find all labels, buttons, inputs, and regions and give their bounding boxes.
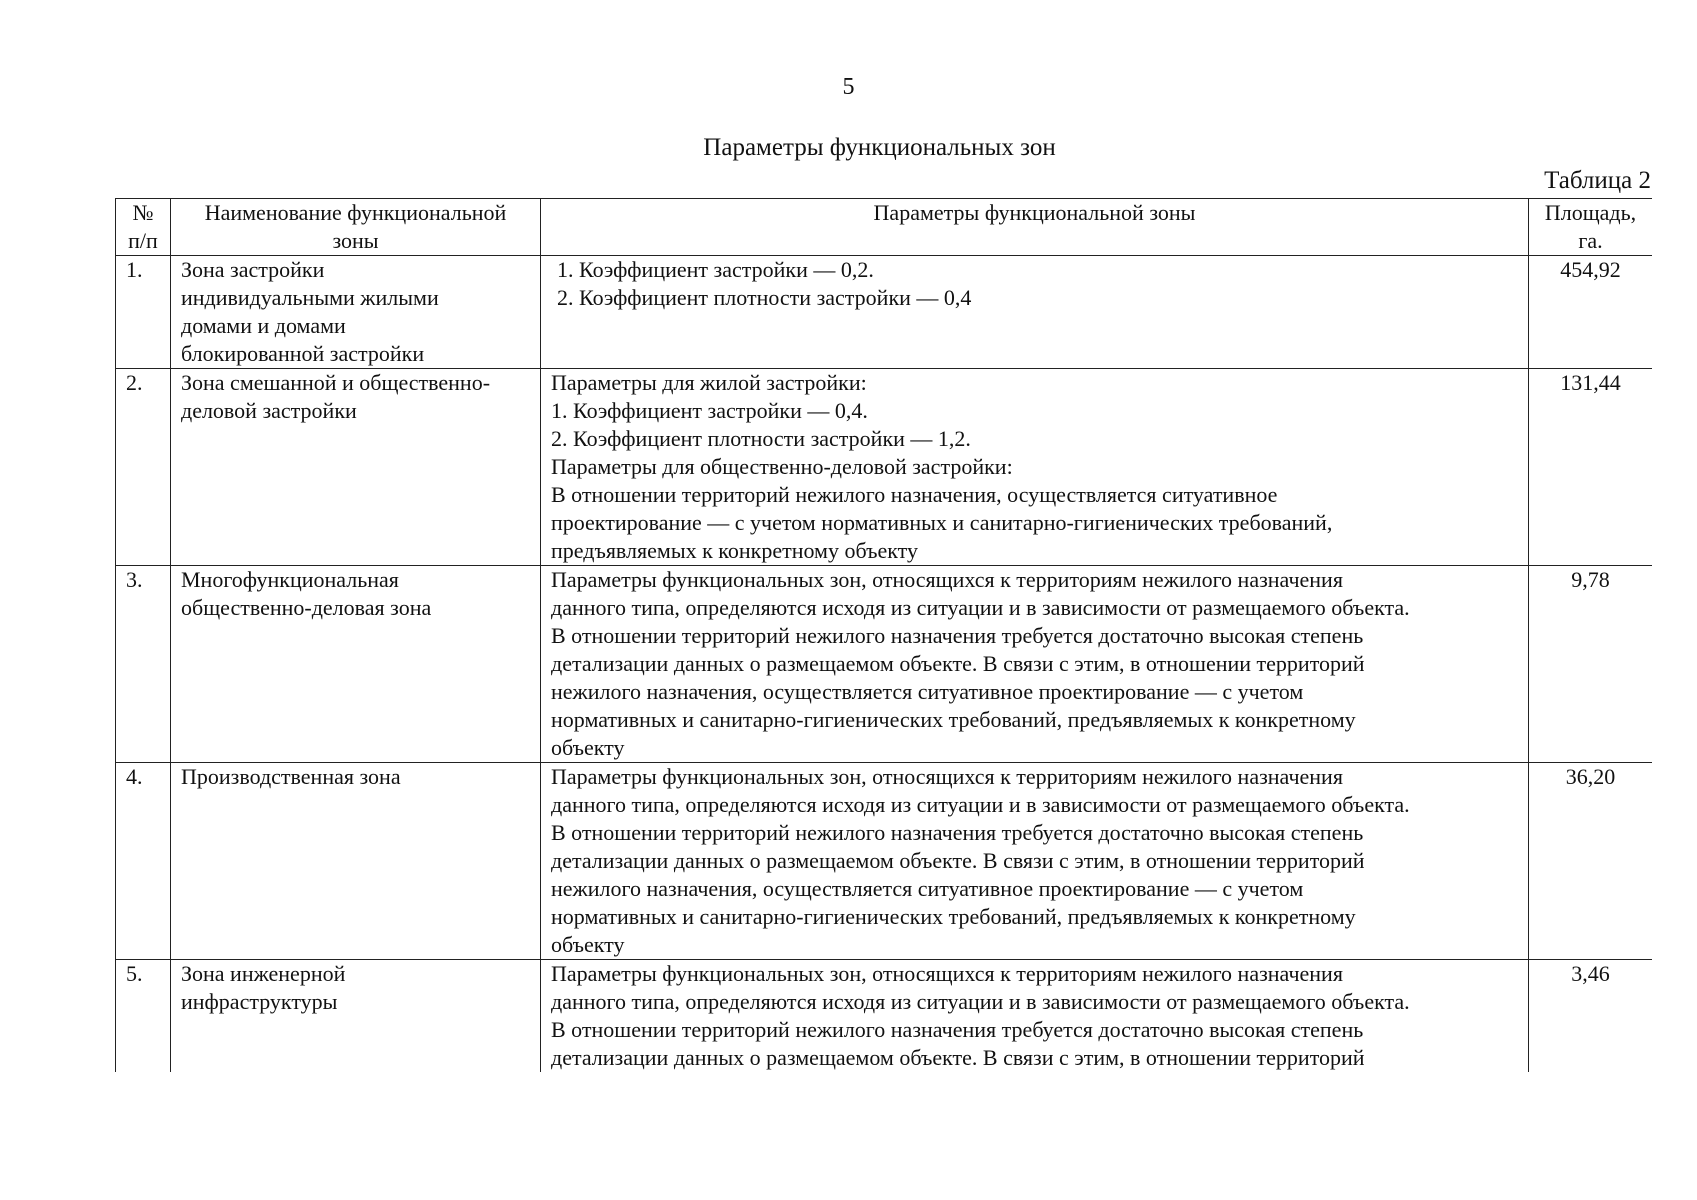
zone-name-line: деловой застройки bbox=[181, 398, 357, 423]
header-area-line: га. bbox=[1578, 228, 1603, 253]
zone-area: 454,92 bbox=[1529, 256, 1653, 369]
header-area-line: Площадь, bbox=[1544, 200, 1637, 225]
header-num-line: № bbox=[132, 200, 154, 225]
zone-parameters-line: В отношении территорий нежилого назначения требуется достаточно высокая степень bbox=[551, 1017, 1364, 1042]
document-title: Параметры функциональных зон bbox=[703, 134, 1056, 161]
zone-parameters-line: проектирование — с учетом нормативных и санитарно-гигиенических требований, bbox=[551, 510, 1333, 535]
zone-parameters-line: Параметры для общественно-деловой застройки: bbox=[551, 454, 1013, 479]
table-row bbox=[116, 960, 1653, 1073]
table-header-row bbox=[116, 199, 1653, 256]
row-number: 3. bbox=[116, 566, 171, 763]
zone-parameters-line: детализации данных о размещаемом объекте. В связи с этим, в отношении территорий bbox=[551, 1045, 1365, 1070]
zone-name-line: общественно-деловая зона bbox=[181, 595, 432, 620]
zone-area: 3,46 bbox=[1529, 960, 1653, 1073]
zone-parameters-line: объекту bbox=[551, 735, 625, 760]
zone-parameters-line: В отношении территорий нежилого назначения требуется достаточно высокая степень bbox=[551, 623, 1364, 648]
zone-parameters bbox=[541, 369, 1529, 566]
zone-name bbox=[171, 256, 541, 369]
zone-parameters bbox=[541, 960, 1529, 1073]
row-number: 2. bbox=[116, 369, 171, 566]
zone-parameters-line: В отношении территорий нежилого назначения требуется достаточно высокая степень bbox=[551, 820, 1364, 845]
zone-parameters-line: данного типа, определяются исходя из ситуации и в зависимости от размещаемого объекта. bbox=[551, 989, 1410, 1014]
zone-parameters-line: нормативных и санитарно-гигиенических требований, предъявляемых к конкретному bbox=[551, 707, 1356, 732]
zone-name-line: домами и домами bbox=[181, 313, 346, 338]
zone-name-line: Многофункциональная bbox=[181, 567, 399, 592]
zone-parameters-line: Параметры для жилой застройки: bbox=[551, 370, 867, 395]
table-row bbox=[116, 763, 1653, 960]
zone-parameters-line: Параметры функциональных зон, относящихся к территориям нежилого назначения bbox=[551, 961, 1343, 986]
table-row bbox=[116, 256, 1653, 369]
zone-name-line: блокированной застройки bbox=[181, 341, 425, 366]
table-body bbox=[116, 256, 1653, 1073]
zone-parameters-line: 1. Коэффициент застройки — 0,4. bbox=[551, 398, 868, 423]
zone-parameters-line: данного типа, определяются исходя из ситуации и в зависимости от размещаемого объекта. bbox=[551, 792, 1410, 817]
zone-area: 36,20 bbox=[1529, 763, 1653, 960]
zone-area: 9,78 bbox=[1529, 566, 1653, 763]
zone-parameters-line: предъявляемых к конкретному объекту bbox=[551, 538, 918, 563]
zone-name-line: инфраструктуры bbox=[181, 989, 338, 1014]
zone-parameters bbox=[541, 256, 1529, 369]
zone-parameters-line: нежилого назначения, осуществляется ситуативное проектирование — с учетом bbox=[551, 679, 1304, 704]
zone-name-line: Зона инженерной bbox=[181, 961, 346, 986]
header-name bbox=[171, 199, 541, 256]
zone-parameters-line: нежилого назначения, осуществляется ситуативное проектирование — с учетом bbox=[551, 876, 1304, 901]
zone-parameters-line: данного типа, определяются исходя из ситуации и в зависимости от размещаемого объекта. bbox=[551, 595, 1410, 620]
row-number: 4. bbox=[116, 763, 171, 960]
header-params-line: Параметры функциональной зоны bbox=[873, 200, 1196, 225]
header-num-line: п/п bbox=[128, 228, 158, 253]
zone-parameters-line: 1. Коэффициент застройки — 0,2. bbox=[557, 257, 874, 282]
zone-parameters bbox=[541, 566, 1529, 763]
table-container bbox=[115, 198, 1652, 1072]
zone-parameters-line: Параметры функциональных зон, относящихся к территориям нежилого назначения bbox=[551, 764, 1343, 789]
zone-parameters-line: нормативных и санитарно-гигиенических требований, предъявляемых к конкретному bbox=[551, 904, 1356, 929]
row-number: 1. bbox=[116, 256, 171, 369]
zone-parameters-line: 2. Коэффициент плотности застройки — 0,4 bbox=[557, 285, 972, 310]
header-num bbox=[116, 199, 171, 256]
zone-parameters bbox=[541, 763, 1529, 960]
zone-parameters-line: В отношении территорий нежилого назначения, осуществляется ситуативное bbox=[551, 482, 1278, 507]
header-params bbox=[541, 199, 1529, 256]
zone-parameters-line: детализации данных о размещаемом объекте. В связи с этим, в отношении территорий bbox=[551, 651, 1365, 676]
table-row bbox=[116, 369, 1653, 566]
zone-name-line: Зона смешанной и общественно- bbox=[181, 370, 491, 395]
zone-name bbox=[171, 763, 541, 960]
zone-parameters-line: Параметры функциональных зон, относящихся к территориям нежилого назначения bbox=[551, 567, 1343, 592]
header-name-line: Наименование функциональной bbox=[204, 200, 507, 225]
zones-table bbox=[115, 198, 1652, 1072]
zone-name bbox=[171, 369, 541, 566]
table-row bbox=[116, 566, 1653, 763]
zone-area: 131,44 bbox=[1529, 369, 1653, 566]
zone-name-line: индивидуальными жилыми bbox=[181, 285, 439, 310]
zone-parameters-line: детализации данных о размещаемом объекте. В связи с этим, в отношении территорий bbox=[551, 848, 1365, 873]
zone-parameters-line: объекту bbox=[551, 932, 625, 957]
header-area bbox=[1529, 199, 1653, 256]
zone-name-line: Производственная зона bbox=[181, 764, 401, 789]
zone-name bbox=[171, 960, 541, 1073]
header-name-line: зоны bbox=[332, 228, 379, 253]
zone-parameters-line: 2. Коэффициент плотности застройки — 1,2. bbox=[551, 426, 971, 451]
table-caption: Таблица 2 bbox=[1544, 167, 1651, 194]
row-number: 5. bbox=[116, 960, 171, 1073]
page-number: 5 bbox=[842, 74, 855, 100]
zone-name bbox=[171, 566, 541, 763]
zone-name-line: Зона застройки bbox=[181, 257, 325, 282]
